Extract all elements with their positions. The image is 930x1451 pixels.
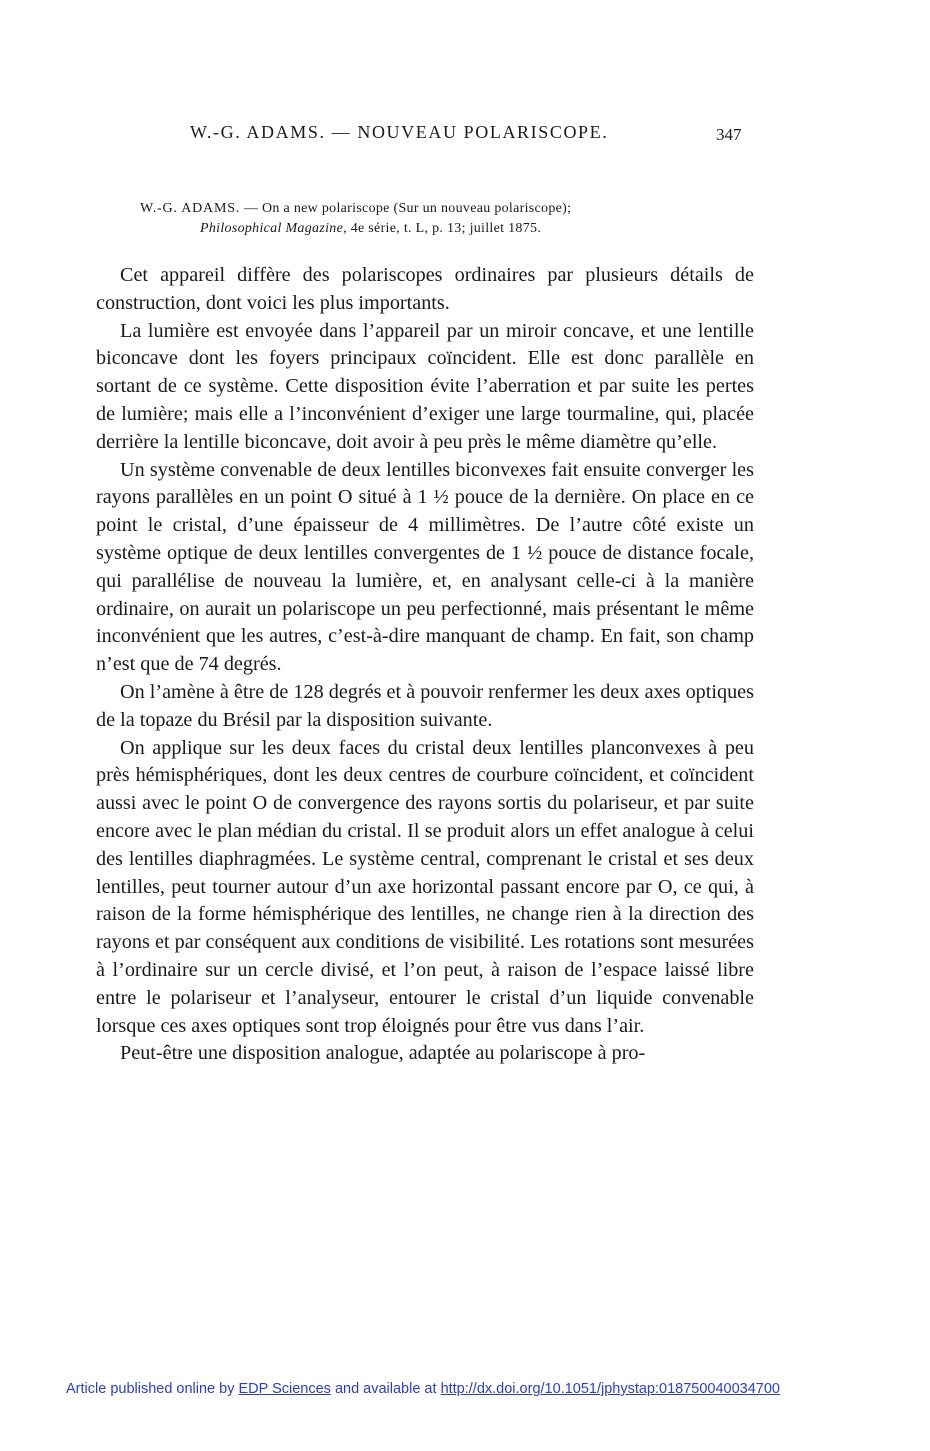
doi-link[interactable]: http://dx.doi.org/10.1051/jphystap:018750040034700: [440, 1381, 780, 1397]
paragraph: Peut-être une disposition analogue, adaptée au polariscope à pro-: [120, 1042, 646, 1065]
paragraph: Un système convenable de deux lentilles biconvexes fait ensuite converger les rayons parallèles en un point O situé à 1 ½ pouce de la dernière. On place en ce point le cristal, d’une épaisseur de 4 millimètres. De l’autre côté existe un système optique de deux lentilles convergentes de 1 ½ pouce de distance focale, qui parallélise de nouveau la lumière, et, en analysant celle-ci à la manière ordinaire, on aurait un polariscope un peu perfectionné, mais présentant le même inconvénient que les autres, c’est-à-dire manquant de champ. En fait, son champ n’est que de 74 degrés.: [96, 458, 754, 676]
paragraph: On l’amène à être de 128 degrés et à pouvoir renfermer les deux axes optiques de la topaze du Brésil par la disposition suivante.: [96, 680, 754, 731]
page-number: 347: [716, 125, 742, 144]
publication-footer: [66, 1381, 780, 1397]
paragraph: La lumière est envoyée dans l’appareil par un miroir concave, et une lentille biconcave dont les foyers principaux coïncident. Elle est donc parallèle en sortant de ce système. Cette disposition évite l’aberration et par suite les pertes de lumière; mais elle a l’inconvénient d’exiger une large tourmaline, qui, placée derrière la lentille biconcave, doit avoir à peu près le même diamètre qu’elle.: [96, 319, 754, 453]
citation-details: 4e série, t. L, p. 13; juillet 1875.: [346, 221, 542, 236]
publisher-link[interactable]: EDP Sciences: [238, 1381, 331, 1397]
article-body: [96, 262, 754, 1068]
citation-journal: Philosophical Magazine,: [200, 221, 347, 236]
citation: [140, 199, 740, 239]
footer-middle: and available at: [330, 1381, 441, 1397]
paragraph: On applique sur les deux faces du cristal deux lentilles planconvexes à peu près hémisphériques, dont les deux centres de courbure coïncident, et coïncident aussi avec le point O de convergence des rayons sortis du polariseur, et par suite encore avec le plan médian du cristal. Il se produit alors un effet analogue à celui des lentilles diaphragmées. Le système central, comprenant le cristal et ses deux lentilles, peut tourner autour d’un axe horizontal passant encore par O, ce qui, à raison de la forme hémisphérique des lentilles, ne change rien à la direction des rayons et par conséquent aux conditions de visibilité. Les rotations sont mesurées à l’ordinaire sur un cercle divisé, et l’on peut, à raison de l’espace laissé libre entre le polariseur et l’analyseur, entourer le cristal d’un liquide convenable lorsque ces axes optiques sont trop éloignés pour être vus dans l’air.: [96, 736, 754, 1037]
citation-source: [140, 219, 740, 239]
running-head: [0, 122, 930, 150]
citation-author: W.-G. ADAMS.: [140, 201, 241, 216]
footer-prefix: Article published online by: [66, 1381, 239, 1397]
running-title: W.-G. ADAMS. — NOUVEAU POLARISCOPE.: [190, 122, 609, 142]
citation-title: — On a new polariscope (Sur un nouveau polariscope);: [240, 201, 572, 216]
paragraph: Cet appareil diffère des polariscopes ordinaires par plusieurs détails de construction, dont voici les plus importants.: [96, 264, 754, 314]
